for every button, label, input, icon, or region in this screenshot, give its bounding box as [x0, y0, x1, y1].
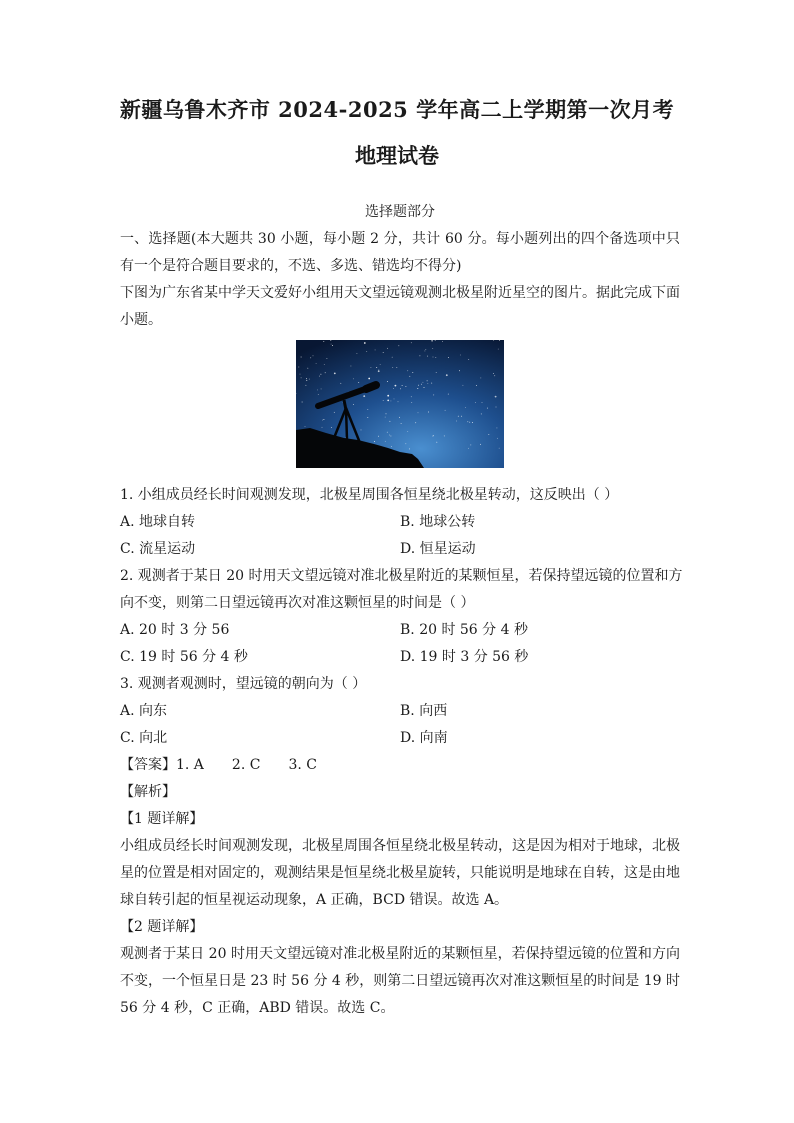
star-dot: [316, 363, 317, 364]
star-dot: [402, 385, 403, 386]
question-1-stem: 1. 小组成员经长时间观测发现，北极星周围各恒星绕北极星转动，这反映出（ ）: [120, 487, 619, 503]
star-dot: [431, 383, 432, 384]
star-dot: [433, 357, 434, 358]
star-dot: [433, 394, 434, 395]
star-dot: [476, 385, 477, 386]
analysis-q1-label: 【1 题详解】: [120, 811, 204, 827]
question-2-options-row-1: [120, 617, 680, 644]
star-dot: [324, 364, 325, 365]
analysis-q2-text: 观测者于某日 20 时用天文望远镜对准北极星附近的某颗恒星，若保持望远镜的位置和方向不变，一个恒星日是 23 时 56 分 4 秒，则第二日望远镜再次对准这颗恒星的时间是 19 时 56 分 4 秒，C 正确，ABD 错误。故选 C。: [120, 946, 680, 1016]
star-dot: [496, 427, 497, 428]
star-dot: [387, 348, 388, 349]
star-dot: [475, 402, 476, 403]
star-dot: [495, 396, 497, 398]
star-dot: [428, 412, 429, 413]
star-dot: [487, 408, 488, 409]
star-dot: [307, 368, 308, 369]
exam-content: [120, 198, 683, 1022]
question-2-option-a: A. 20 时 3 分 56: [120, 622, 230, 638]
answer-2: 2. C: [231, 757, 261, 773]
star-dot: [298, 367, 299, 368]
question-3-option-d: D. 向南: [400, 730, 448, 746]
star-dot: [309, 379, 310, 380]
exam-subtitle: 地理试卷: [355, 143, 439, 168]
star-dot: [374, 441, 375, 442]
star-dot: [411, 402, 412, 403]
question-3-options-row-1: [120, 698, 680, 725]
star-dot: [407, 431, 408, 432]
star-dot: [363, 395, 365, 397]
star-dot: [375, 349, 376, 350]
star-dot: [317, 389, 318, 390]
star-dot: [407, 370, 408, 371]
star-dot: [387, 400, 389, 402]
star-dot: [389, 435, 390, 436]
star-dot: [300, 374, 301, 375]
question-intro: 下图为广东省某中学天文爱好小组用天文望远镜观测北极星附近星空的图片。据此完成下面小题。: [120, 285, 680, 328]
star-dot: [370, 367, 371, 368]
star-dot: [456, 421, 457, 422]
star-dot: [376, 367, 377, 368]
star-dot: [322, 427, 323, 428]
section-instruction: 一、选择题(本大题共 30 小题，每小题 2 分，共计 60 分。每小题列出的四个备选项中只有一个是符合题目要求的，不选、多选、错选均不得分): [120, 231, 680, 274]
answer-1: 1. A: [176, 757, 204, 773]
star-dot: [412, 372, 413, 373]
question-3-stem: 3. 观测者观测时，望远镜的朝向为（ ）: [120, 676, 367, 692]
star-dot: [334, 373, 336, 375]
star-dot: [461, 416, 462, 417]
star-dot: [468, 448, 469, 449]
star-dot: [358, 382, 359, 383]
star-dot: [435, 357, 436, 358]
star-dot: [409, 448, 410, 449]
star-dot: [480, 444, 481, 445]
star-dot: [459, 370, 460, 371]
star-dot: [445, 410, 446, 411]
question-1-option-d: D. 恒星运动: [400, 541, 476, 557]
star-dot: [331, 427, 332, 428]
star-dot: [427, 380, 428, 381]
star-dot: [460, 355, 461, 356]
section-label: 选择题部分: [365, 204, 435, 220]
analysis-q2-label: 【2 题详解】: [120, 919, 204, 935]
star-dot: [462, 385, 463, 386]
star-dot: [306, 380, 307, 381]
star-dot: [361, 429, 362, 430]
star-dot: [401, 423, 402, 424]
analysis-q1-text: 小组成员经长时间观测发现，北极星周围各恒星绕北极星转动，这是因为相对于地球，北极星的位置是相对固定的，观测结果是恒星绕北极星旋转，只能说明是地球在自转，这是由地球自转引起的恒星视运动现象，A 正确，BCD 错误。故选 A。: [120, 838, 680, 908]
star-dot: [418, 412, 419, 413]
question-2-options-row-2: [120, 644, 680, 671]
star-dot: [320, 374, 321, 375]
star-dot: [427, 383, 428, 384]
star-dot: [442, 341, 443, 342]
answer-3: 3. C: [288, 757, 317, 773]
star-dot: [305, 385, 306, 386]
star-dot: [432, 348, 433, 349]
star-dot: [494, 375, 495, 376]
star-dot: [383, 352, 384, 353]
figure-container: [120, 340, 680, 472]
star-dot: [472, 422, 473, 423]
question-3-option-a: A. 向东: [120, 703, 168, 719]
star-dot: [436, 442, 437, 443]
star-dot: [424, 387, 425, 388]
star-dot: [411, 342, 412, 343]
star-dot: [378, 436, 379, 437]
star-dot: [392, 367, 393, 368]
star-dot: [480, 377, 481, 378]
star-dot: [496, 407, 497, 408]
star-dot: [393, 388, 394, 389]
star-dot: [392, 357, 393, 358]
star-dot: [353, 378, 354, 379]
star-dot: [325, 372, 326, 373]
star-dot: [424, 350, 425, 351]
star-dot: [331, 344, 332, 345]
star-dot: [432, 436, 433, 437]
star-dot: [353, 404, 354, 405]
star-dot: [417, 388, 418, 389]
star-dot: [390, 400, 391, 401]
star-dot: [389, 421, 390, 422]
star-dot: [321, 388, 322, 389]
star-dot: [448, 394, 449, 395]
question-2-option-b: B. 20 时 56 分 4 秒: [400, 622, 528, 638]
star-dot: [467, 421, 468, 422]
star-dot: [405, 443, 406, 444]
star-dot: [306, 378, 307, 379]
star-dot: [436, 372, 437, 373]
star-dot: [481, 413, 482, 414]
star-dot: [400, 388, 401, 389]
star-dot: [391, 446, 392, 447]
star-dot: [364, 342, 366, 344]
answer-line: [120, 752, 680, 779]
star-dot: [395, 385, 397, 387]
star-dot: [498, 349, 499, 350]
star-dot: [458, 416, 459, 417]
star-dot: [305, 426, 306, 427]
star-dot: [422, 382, 423, 383]
star-dot: [396, 367, 397, 368]
star-dot: [405, 386, 406, 387]
star-dot: [334, 412, 335, 413]
star-dot: [387, 381, 388, 382]
star-dot: [323, 341, 324, 342]
star-dot: [390, 436, 391, 437]
question-2-stem-line-2: 向不变，则第二日望远镜再次对准这颗恒星的时间是（ ）: [120, 595, 475, 611]
question-1-option-b: B. 地球公转: [400, 514, 476, 530]
star-dot: [469, 422, 470, 423]
star-dot: [446, 374, 448, 376]
star-dot: [367, 417, 368, 418]
star-dot: [386, 413, 387, 414]
star-dot: [313, 355, 314, 356]
star-dot: [493, 373, 494, 374]
star-dot: [398, 401, 399, 402]
star-dot: [368, 378, 370, 380]
star-dot: [323, 419, 324, 420]
star-dot: [444, 435, 445, 436]
star-dot: [383, 400, 384, 401]
star-dot: [499, 448, 500, 449]
star-dot: [318, 394, 319, 395]
star-dot: [465, 407, 466, 408]
star-dot: [398, 345, 399, 346]
star-dot: [302, 402, 303, 403]
star-dot: [468, 359, 469, 360]
star-dot: [319, 376, 320, 377]
star-dot: [385, 417, 386, 418]
analysis-label: 【解析】: [120, 784, 176, 800]
star-dot: [332, 345, 333, 346]
star-dot: [380, 364, 381, 365]
star-dot: [356, 353, 357, 354]
question-2-stem-line-1: 2. 观测者于某日 20 时用天文望远镜对准北极星附近的某颗恒星，若保持望远镜的位置和方: [120, 568, 683, 584]
star-dot: [378, 370, 380, 372]
star-dot: [340, 383, 341, 384]
star-dot: [322, 420, 323, 421]
question-1-options-row-1: [120, 509, 680, 536]
question-1-option-a: A. 地球自转: [120, 514, 196, 530]
star-dot: [394, 398, 395, 399]
star-dot: [421, 384, 422, 385]
star-dot: [409, 376, 410, 377]
question-3-option-c: C. 向北: [120, 730, 168, 746]
telescope-starry-sky-photo: [296, 340, 504, 468]
question-2-option-d: D. 19 时 3 分 56 秒: [400, 649, 529, 665]
star-dot: [419, 355, 420, 356]
star-dot: [470, 444, 471, 445]
star-dot: [387, 395, 389, 397]
star-dot: [310, 357, 311, 358]
star-dot: [448, 357, 449, 358]
star-dot: [378, 369, 379, 370]
question-2-option-c: C. 19 时 56 分 4 秒: [120, 649, 248, 665]
star-dot: [415, 422, 416, 423]
star-dot: [488, 434, 489, 435]
star-dot: [350, 366, 351, 367]
star-dot: [326, 358, 327, 359]
question-3-options-row-2: [120, 725, 680, 752]
star-dot: [411, 396, 412, 397]
star-dot: [387, 432, 388, 433]
star-dot: [418, 385, 419, 386]
answer-label: 【答案】: [120, 757, 176, 773]
star-dot: [399, 417, 400, 418]
star-dot: [427, 356, 428, 357]
star-dot: [301, 357, 302, 358]
question-3-option-b: B. 向西: [400, 703, 448, 719]
star-dot: [499, 340, 500, 341]
star-dot: [425, 349, 426, 350]
exam-title: 新疆乌鲁木齐市 2024-2025 学年高二上学期第一次月考: [119, 97, 675, 122]
star-dot: [497, 438, 498, 439]
star-dot: [482, 402, 483, 403]
star-dot: [367, 409, 368, 410]
question-1-option-c: C. 流星运动: [120, 541, 196, 557]
star-dot: [385, 441, 386, 442]
question-1-options-row-2: [120, 536, 680, 563]
star-dot: [366, 351, 367, 352]
star-dot: [301, 377, 302, 378]
